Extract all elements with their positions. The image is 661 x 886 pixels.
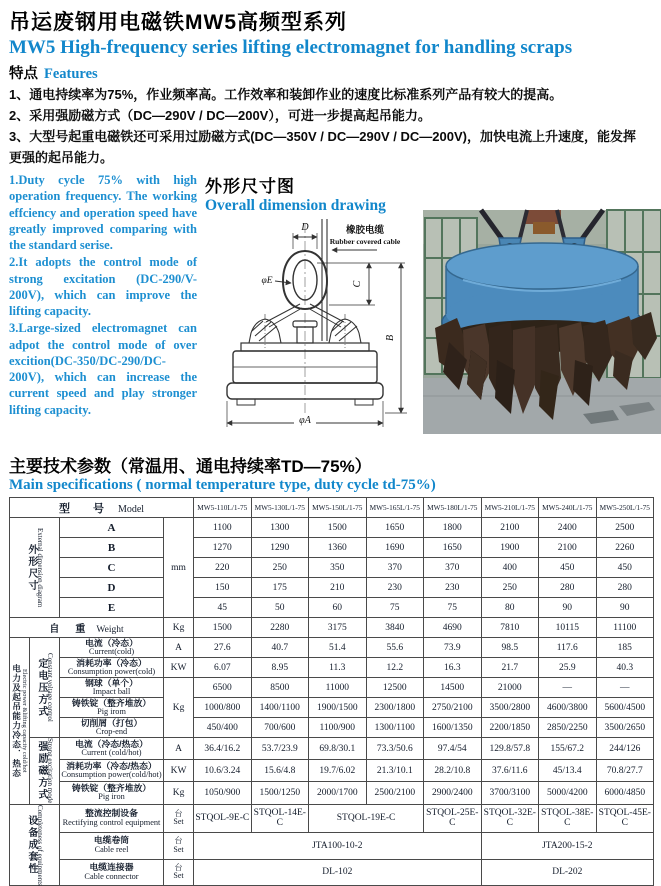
specs-heading-block [0, 448, 655, 494]
spec-value: 2400 [539, 518, 597, 538]
spec-value: 700/600 [251, 718, 309, 738]
spec-value: 1600/1350 [424, 718, 482, 738]
spec-value: 8500 [251, 678, 309, 698]
dimension-drawing [205, 217, 415, 445]
spec-value: 75 [366, 598, 424, 618]
feature-item: 1、通电持续率为75%，作业频率高。工作效率和装卸作业的速度比标准系列产品有较大的提高。 [9, 87, 563, 102]
feature-item: 2、采用强励磁方式（DC—290V / DC—200V），可进一步提高起吊能力。 [9, 108, 431, 124]
features-heading [9, 62, 645, 83]
row-label: 电缆连接器 Cable connector [60, 859, 164, 886]
spec-value: 75 [424, 598, 482, 618]
group-dimensions: 外形尺寸 External dimension diagram [10, 518, 60, 618]
model-header: 型 号 Model [10, 498, 194, 518]
spec-value: 73.3/50.6 [366, 738, 424, 760]
spec-value: 5000/4200 [539, 782, 597, 804]
spec-value: 1000/800 [194, 698, 252, 718]
spec-value: 370 [424, 558, 482, 578]
feature-item-en: 1.Duty cycle 75% with high operation frequency. The working effciency and operation speed have greatly improved comparing with the standard serise. [9, 173, 197, 253]
spec-value: 3500/2800 [481, 698, 539, 718]
spec-value: 36.4/16.2 [194, 738, 252, 760]
photo-block [423, 172, 661, 448]
row-label: 铸铁锭（整齐堆放） Pig irom [60, 698, 164, 718]
spec-value: 1300/1100 [366, 718, 424, 738]
unit-cell: mm [164, 518, 194, 618]
spec-value: 25.9 [539, 658, 597, 678]
dim-label-e: φE [261, 276, 273, 287]
spec-value: 12.2 [366, 658, 424, 678]
spec-value: 73.9 [424, 638, 482, 658]
spec-value: 1500 [309, 518, 367, 538]
unit-cell: KW [164, 760, 194, 782]
spec-value: STQOL-45E-C [596, 804, 654, 832]
spec-value: 117.6 [539, 638, 597, 658]
spec-value: DL-202 [481, 859, 654, 886]
spec-value: 2300/1800 [366, 698, 424, 718]
spec-value: 45 [194, 598, 252, 618]
spec-value: 155/67.2 [539, 738, 597, 760]
cable-label-zh: 橡胶电缆 [345, 225, 385, 237]
spec-value: — [596, 678, 654, 698]
features-heading-en: Features [44, 66, 98, 82]
row-label: D [60, 578, 164, 598]
subgroup-constant-voltage: 定电压方式 Constant voltage control [30, 638, 60, 738]
spec-value: 3840 [366, 618, 424, 638]
spec-value: 1500 [194, 618, 252, 638]
spec-value: 1400/1100 [251, 698, 309, 718]
spec-value: 280 [539, 578, 597, 598]
spec-value: 6000/4850 [596, 782, 654, 804]
spec-value: 2100 [539, 538, 597, 558]
spec-value: 1100/900 [309, 718, 367, 738]
spec-value: 70.8/27.7 [596, 760, 654, 782]
spec-value: 11000 [309, 678, 367, 698]
spec-value: 69.8/30.1 [309, 738, 367, 760]
drawing-heading-en: Overall dimension drawing [205, 197, 386, 215]
spec-value: JTA100-10-2 [194, 832, 482, 859]
spec-value: 2900/2400 [424, 782, 482, 804]
row-label: 自 重 Weight [10, 618, 164, 638]
spec-value: 1360 [309, 538, 367, 558]
drawing-heading-zh: 外形尺寸图 [205, 177, 295, 197]
spec-value: 2260 [596, 538, 654, 558]
spec-value: 28.2/10.8 [424, 760, 482, 782]
unit-cell: KW [164, 658, 194, 678]
lifting-lug [329, 314, 361, 348]
spec-value: 250 [481, 578, 539, 598]
spec-value: 1270 [194, 538, 252, 558]
spec-value: 1650 [424, 538, 482, 558]
row-label: E [60, 598, 164, 618]
spec-value: 350 [309, 558, 367, 578]
spec-value: 2280 [251, 618, 309, 638]
model-name: MW5-130L/1-75 [251, 498, 309, 518]
specifications-table [9, 497, 654, 886]
spec-value: 19.7/6.02 [309, 760, 367, 782]
row-label: B [60, 538, 164, 558]
middle-section [0, 168, 655, 448]
spec-value: 45/13.4 [539, 760, 597, 782]
spec-value: 3175 [309, 618, 367, 638]
features-heading-zh: 特点 [9, 66, 38, 82]
spec-value: STQOL-38E-C [539, 804, 597, 832]
spec-value: 2200/1850 [481, 718, 539, 738]
unit-cell: Kg [164, 782, 194, 804]
specs-heading-en: Main specifications ( normal temperature type, duty cycle td-75%) [9, 477, 436, 494]
dim-label-c: C [352, 280, 363, 288]
spec-value: 80 [481, 598, 539, 618]
unit-cell: 台 Set [164, 804, 194, 832]
spec-value: 15.6/4.8 [251, 760, 309, 782]
row-label: 电流（冷态） Current(cold) [60, 638, 164, 658]
spec-value: 2500 [596, 518, 654, 538]
row-label: 电缆卷筒 Cable reel [60, 832, 164, 859]
spec-value: 1300 [251, 518, 309, 538]
spec-value: 3500/2650 [596, 718, 654, 738]
spec-value: 4690 [424, 618, 482, 638]
spec-value: 40.7 [251, 638, 309, 658]
dimension-drawing-block [197, 172, 423, 448]
spec-value: 250 [251, 558, 309, 578]
spec-value: 5600/4500 [596, 698, 654, 718]
spec-value: 90 [596, 598, 654, 618]
spec-value: JTA200-15-2 [481, 832, 654, 859]
model-name: MW5-150L/1-75 [309, 498, 367, 518]
row-label: C [60, 558, 164, 578]
dim-label-b: B [385, 335, 396, 342]
spec-value: 11100 [596, 618, 654, 638]
subgroup-strong-excitation: 强励磁方式 Strong excitation mode [30, 738, 60, 804]
unit-cell: 台 Set [164, 859, 194, 886]
unit-cell: Kg [164, 618, 194, 638]
spec-value: 2750/2100 [424, 698, 482, 718]
spec-value: 450 [596, 558, 654, 578]
spec-value: 185 [596, 638, 654, 658]
features-english-block [9, 172, 197, 448]
row-label: 铸铁锭（整齐堆放） Pig iron [60, 782, 164, 804]
spec-value: 10115 [539, 618, 597, 638]
model-name: MW5-180L/1-75 [424, 498, 482, 518]
spec-value: 11.3 [309, 658, 367, 678]
spec-value: 16.3 [424, 658, 482, 678]
spec-value: 2100 [481, 518, 539, 538]
spec-value: 400 [481, 558, 539, 578]
spec-value: 3700/3100 [481, 782, 539, 804]
unit-cell: A [164, 638, 194, 658]
specs-heading-zh: 主要技术参数（常温用、通电持续率TD—75%） [9, 457, 372, 477]
spec-value: 2000/1700 [309, 782, 367, 804]
spec-value: STQOL-14E-C [251, 804, 309, 832]
spec-value: 1290 [251, 538, 309, 558]
row-label: 切削屑（打包） Crop-end [60, 718, 164, 738]
spec-value: 97.4/54 [424, 738, 482, 760]
spec-value: 51.4 [309, 638, 367, 658]
row-label: 整流控制设备 Rectifying control equipment [60, 804, 164, 832]
group-equipment: 设备成套性 Completeness of equipments [10, 804, 60, 886]
spec-value: STQOL-32E-C [481, 804, 539, 832]
dim-label-a: φA [299, 415, 311, 427]
model-name: MW5-110L/1-75 [194, 498, 252, 518]
spec-value: 1500/1250 [251, 782, 309, 804]
spec-value: 220 [194, 558, 252, 578]
spec-value: 2500/2100 [366, 782, 424, 804]
model-name: MW5-240L/1-75 [539, 498, 597, 518]
spec-value: 12500 [366, 678, 424, 698]
spec-value: 230 [424, 578, 482, 598]
row-label: 消耗功率（冷态/热态） Consumption power(cold/hot) [60, 760, 164, 782]
spec-value: 4600/3800 [539, 698, 597, 718]
spec-value: 175 [251, 578, 309, 598]
spec-value: 10.6/3.24 [194, 760, 252, 782]
spec-value: 210 [309, 578, 367, 598]
page-title: 吊运废钢用电磁铁MW5高频型系列 [9, 11, 347, 34]
spec-value: 6500 [194, 678, 252, 698]
spec-value: 1650 [366, 518, 424, 538]
spec-value: 129.8/57.8 [481, 738, 539, 760]
cable-label-en: Rubber covered cable [329, 237, 401, 247]
spec-value: 450 [539, 558, 597, 578]
spec-value: 370 [366, 558, 424, 578]
spec-value: 8.95 [251, 658, 309, 678]
lifting-lug [249, 314, 281, 348]
spec-value: 21.7 [481, 658, 539, 678]
spec-value: 1690 [366, 538, 424, 558]
spec-value: 1800 [424, 518, 482, 538]
spec-value: 60 [309, 598, 367, 618]
unit-cell: A [164, 738, 194, 760]
spec-value: 450/400 [194, 718, 252, 738]
spec-value: 280 [596, 578, 654, 598]
spec-value: 150 [194, 578, 252, 598]
spec-value: — [539, 678, 597, 698]
spec-value: DL-102 [194, 859, 482, 886]
spec-value: 40.3 [596, 658, 654, 678]
spec-value: 21000 [481, 678, 539, 698]
spec-value: 1100 [194, 518, 252, 538]
spec-value: 7810 [481, 618, 539, 638]
spec-value: 244/126 [596, 738, 654, 760]
spec-value: 37.6/11.6 [481, 760, 539, 782]
feature-item-en: 3.Large-sized electromagnet can adpot the control mode of over excition(DC-350/DC-290/DC-200V), which can increase the current speed and play stronger lifting capacity. [9, 321, 197, 417]
spec-value: 98.5 [481, 638, 539, 658]
spec-value: 21.3/10.1 [366, 760, 424, 782]
spec-value: 14500 [424, 678, 482, 698]
model-name: MW5-210L/1-75 [481, 498, 539, 518]
spec-value: 53.7/23.9 [251, 738, 309, 760]
spec-value: 230 [366, 578, 424, 598]
dim-label-d: D [301, 222, 309, 234]
spec-value: STQOL-9E-C [194, 804, 252, 832]
spec-value: 6.07 [194, 658, 252, 678]
spec-value: STQOL-25E-C [424, 804, 482, 832]
feature-item: 3、大型号起重电磁铁还可采用过励磁方式(DC—350V / DC—290V / DC—200V)，加快电流上升速度，能发挥更强的起吊能力。 [9, 129, 636, 166]
spec-value: 2850/2250 [539, 718, 597, 738]
spec-value: 55.6 [366, 638, 424, 658]
row-label: A [60, 518, 164, 538]
row-label: 电流（冷态/热态） Current (cold/hot) [60, 738, 164, 760]
header-block [0, 0, 655, 168]
spec-value: 1900 [481, 538, 539, 558]
group-power: 电力及起吊能力冷态．热态 Electric power &lifting capacity cold/hot [10, 638, 30, 804]
spec-value: 1900/1500 [309, 698, 367, 718]
model-name: MW5-250L/1-75 [596, 498, 654, 518]
model-name: MW5-165L/1-75 [366, 498, 424, 518]
spec-value: 27.6 [194, 638, 252, 658]
page-subtitle: MW5 High-frequency series lifting electromagnet for handling scraps [9, 37, 573, 58]
spec-value: 90 [539, 598, 597, 618]
feature-item-en: 2.It adopts the control mode of strong excitation (DC-290/V-200V), which can improve the lifting capacity. [9, 255, 197, 319]
product-photo [423, 210, 661, 434]
spec-value: 1050/900 [194, 782, 252, 804]
spec-value: 50 [251, 598, 309, 618]
row-label: 钢球（单个） Impact ball [60, 678, 164, 698]
row-label: 消耗功率（冷态） Consumption power(cold) [60, 658, 164, 678]
unit-cell: Kg [164, 678, 194, 738]
unit-cell: 台 Set [164, 832, 194, 859]
spec-value: STQOL-19E-C [309, 804, 424, 832]
